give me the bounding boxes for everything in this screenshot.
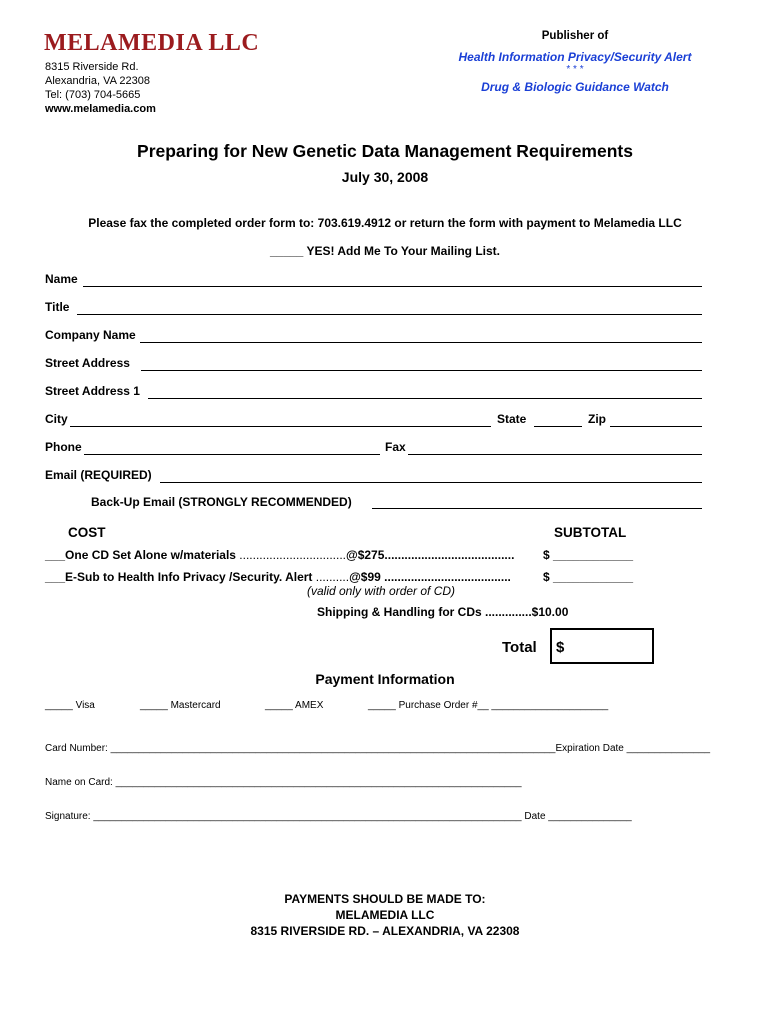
shipping-line: Shipping & Handling for CDs ..............$10.00 [317,605,569,619]
address-line-1: 8315 Riverside Rd. [45,61,139,73]
footer-line-3: 8315 RIVERSIDE RD. – ALEXANDRIA, VA 22308 [250,924,520,938]
state-field[interactable] [534,426,582,427]
state-label: State [497,412,527,426]
company-logo: MELAMEDIA LLC [44,30,260,56]
email-field[interactable] [160,482,702,483]
item2-leader: .......... [312,570,350,584]
publication-separator: * * * [566,64,584,75]
email-label: Email (REQUIRED) [45,468,152,482]
city-label: City [45,412,68,426]
purchase-order-option[interactable]: _____ Purchase Order #__ _____________________ [368,700,609,711]
publisher-block [430,30,720,94]
item1-subtotal[interactable]: $ ____________ [543,548,634,562]
street-address-1-label: Street Address 1 [45,384,140,398]
page-title: Preparing for New Genetic Data Management Requirements [137,141,633,161]
company-name-field[interactable] [140,342,702,343]
footer-line-2: MELAMEDIA LLC [335,908,435,922]
zip-label: Zip [588,412,606,426]
fax-label: Fax [385,440,406,454]
street-address-field[interactable] [141,370,702,371]
payment-address-footer [0,891,770,939]
item-one-cd-set [45,548,514,562]
item2-leader-2: ...................................... [380,570,511,584]
signature-field[interactable]: Signature: _____________________________________________________________________________ Date _______________ [45,811,632,822]
publication-1: Health Information Privacy/Security Alert [458,50,692,64]
city-field[interactable] [70,426,491,427]
card-number-field[interactable]: Card Number: ________________________________________________________________________________Expiration Date _______________ [45,743,711,754]
total-currency: $ [556,639,565,656]
amex-option[interactable]: _____ AMEX [265,700,324,711]
item2-name: E-Sub to Health Info Privacy /Security. Alert [65,570,313,584]
publication-2: Drug & Biologic Guidance Watch [481,80,669,94]
address-line-2: Alexandria, VA 22308 [45,75,150,87]
fax-field[interactable] [408,454,702,455]
street-address-1-field[interactable] [148,398,702,399]
item1-leader-2: ....................................... [384,548,515,562]
company-address [45,60,156,116]
name-label: Name [45,272,78,286]
mailing-list-option[interactable]: _____ YES! Add Me To Your Mailing List. [269,244,501,258]
event-date: July 30, 2008 [341,169,429,185]
item2-checkbox[interactable]: ___ [45,570,66,584]
title-field[interactable] [77,314,702,315]
subtotal-header: SUBTOTAL [554,525,627,540]
item1-price: @$275 [346,548,385,562]
phone-label: Phone [45,440,82,454]
payment-header: Payment Information [315,671,455,687]
item2-price: @$99 [349,570,381,584]
item1-checkbox[interactable]: ___ [45,548,66,562]
website-link[interactable]: www.melamedia.com [45,103,156,115]
phone-number: Tel: (703) 704-5665 [45,89,141,101]
item1-name: One CD Set Alone w/materials [65,548,236,562]
item2-subtotal[interactable]: $ ____________ [543,570,634,584]
fax-instruction: Please fax the completed order form to: 703.619.4912 or return the form with payment to Melamedia LLC [88,216,682,230]
publisher-label: Publisher of [541,30,609,42]
footer-line-1: PAYMENTS SHOULD BE MADE TO: [284,892,486,906]
total-label: Total [502,639,537,656]
total-box[interactable] [550,628,654,664]
company-name-label: Company Name [45,328,136,342]
backup-email-field[interactable] [372,508,702,509]
item-esub [45,570,511,584]
item2-note: (valid only with order of CD) [307,584,456,598]
zip-field[interactable] [610,426,702,427]
phone-field[interactable] [84,454,380,455]
street-address-label: Street Address [45,356,130,370]
item1-leader: ................................ [235,548,346,562]
name-on-card-field[interactable]: Name on Card: _________________________________________________________________________ [45,777,522,788]
name-field[interactable] [83,286,702,287]
cost-header: COST [68,525,106,540]
mastercard-option[interactable]: _____ Mastercard [140,700,221,711]
visa-option[interactable]: _____ Visa [45,700,95,711]
title-label: Title [45,300,70,314]
backup-email-label: Back-Up Email (STRONGLY RECOMMENDED) [91,495,352,509]
